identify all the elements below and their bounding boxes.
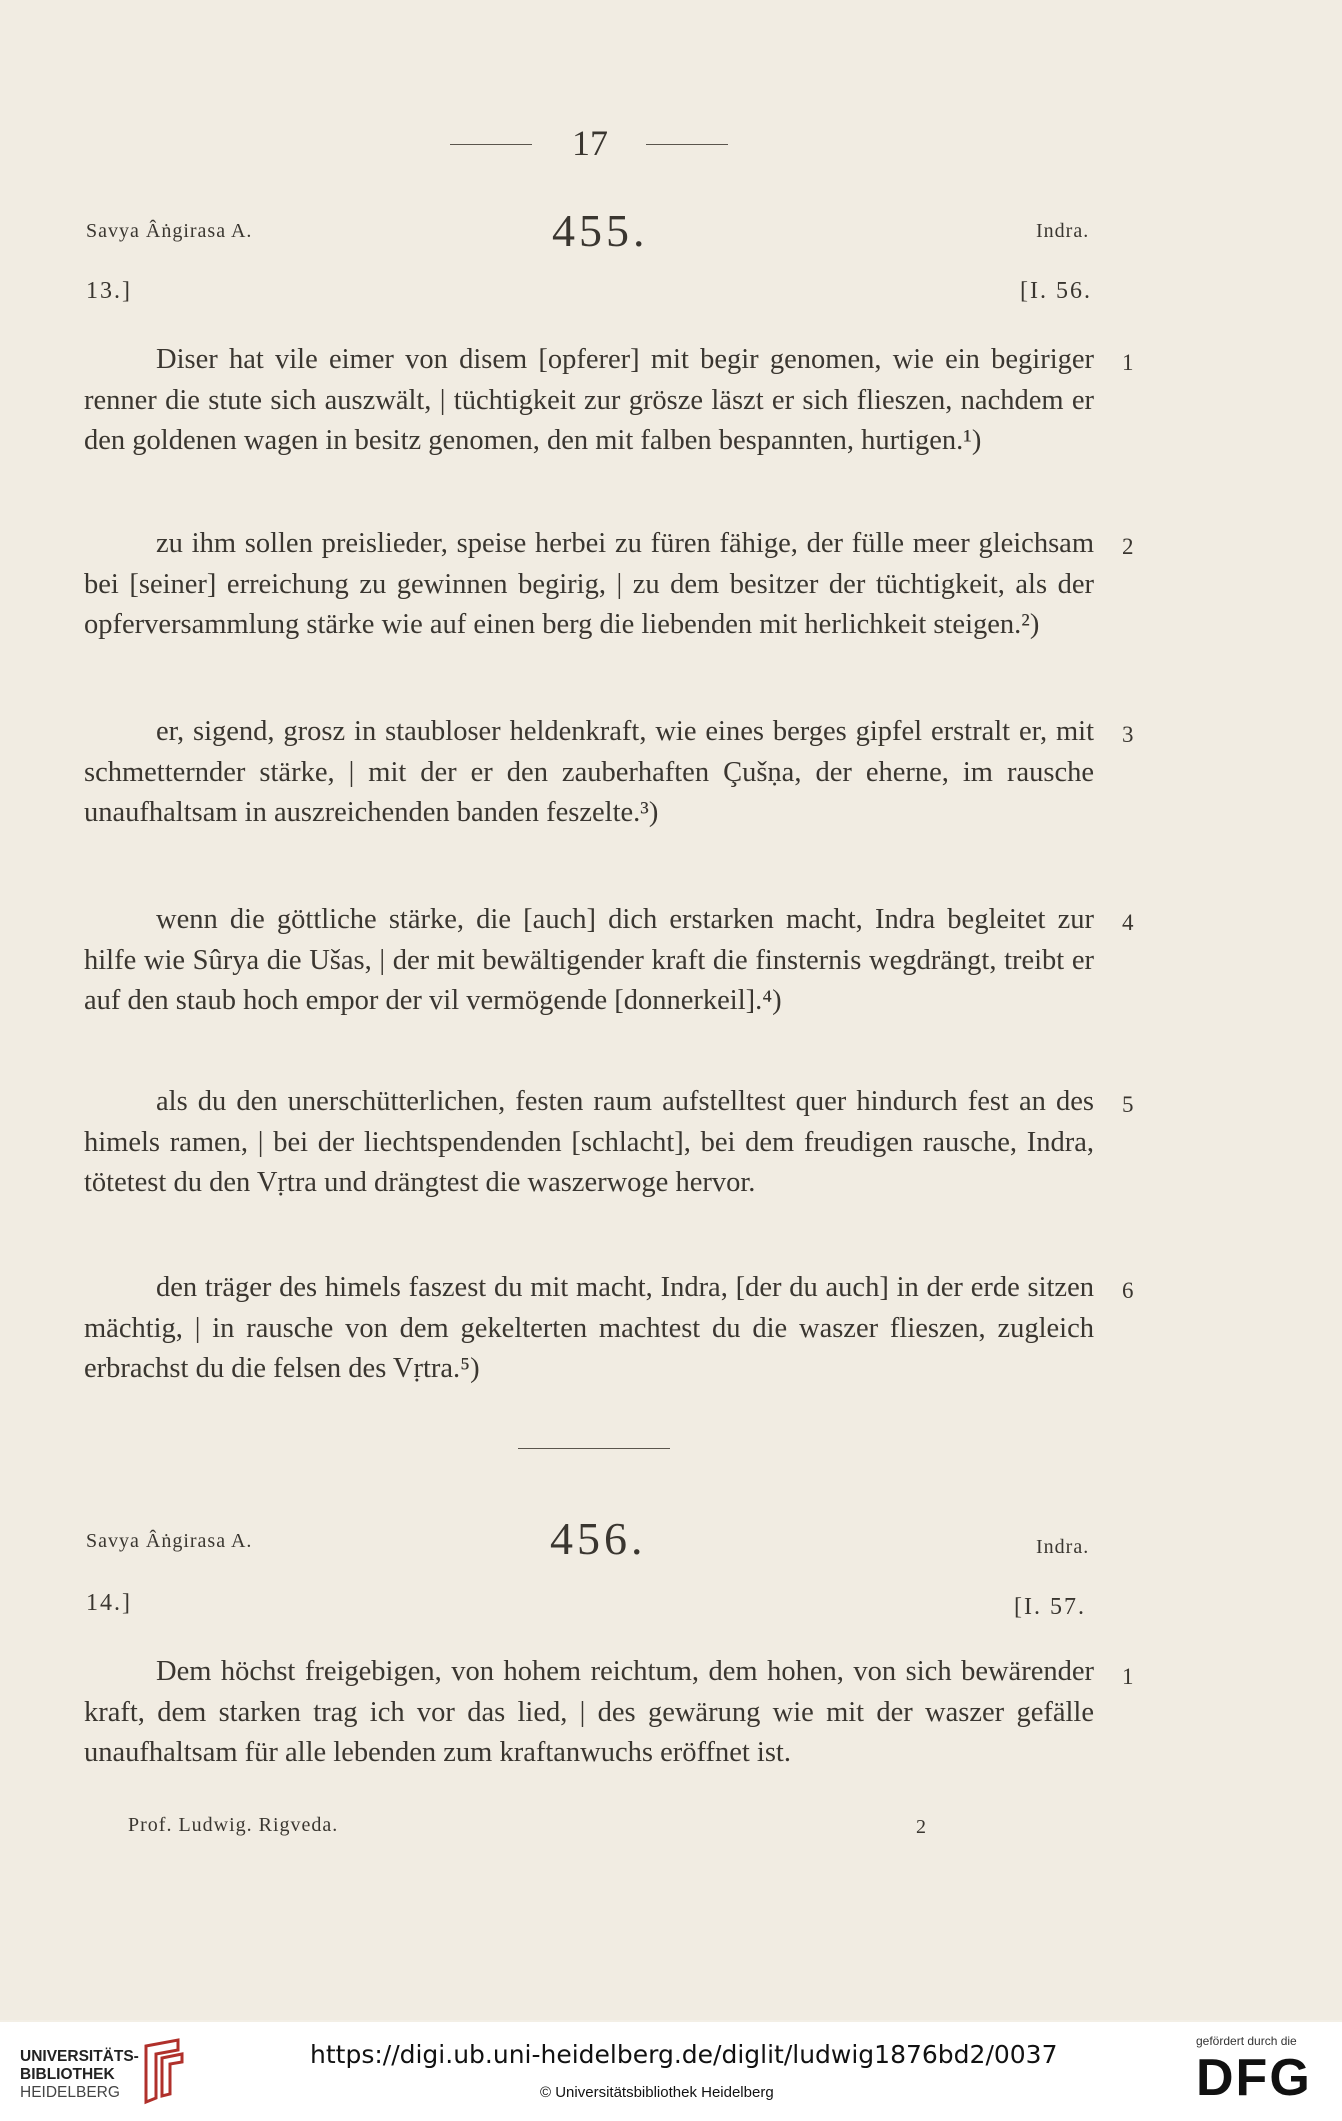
verse-455-2 [84,524,1094,646]
hymn455-ref-left: 13.] [86,278,132,304]
funding-note: gefördert durch die [1196,2034,1297,2048]
permalink-url[interactable]: https://digi.ub.uni-heidelberg.de/diglit/ludwig1876bd2/0037 [310,2040,1058,2069]
verse-text: er, sigend, grosz in staubloser heldenkraft, wie eines berges gipfel erstralt er, mit schmetternder stärke, | mit der er den zauberhaften Çušṇa, der eherne, im rausche unaufhaltsam in auszreichenden banden feszelte.³) [84,716,1094,828]
verse-number: 1 [1122,1664,1134,1689]
hymn455-deity: Indra. [1036,220,1090,242]
hymn456-author: Savya Âṅgirasa A. [86,1530,253,1552]
verse-455-1 [84,340,1094,462]
signature-mark: 2 [916,1816,927,1838]
header-rule-right [646,144,728,145]
verse-455-6 [84,1268,1094,1390]
verse-text: den träger des himels faszest du mit macht, Indra, [der du auch] in der erde sitzen mächtig, | in rausche von dem gekelterten machtest du die waszer flieszen, zugleich erbrachst du die felsen des Vṛtra.⁵) [84,1272,1094,1384]
page-number: 17 [572,123,608,163]
hymn456-ref-right: [I. 57. [1014,1594,1086,1620]
verse-number: 1 [1122,350,1134,375]
viewer-footer-bar [0,2022,1342,2121]
hymn456-deity: Indra. [1036,1536,1090,1558]
header-rule-left [450,144,532,145]
verse-455-5 [84,1082,1094,1204]
copyright-notice: © Universitätsbibliothek Heidelberg [540,2084,774,2101]
verse-text: wenn die göttliche stärke, die [auch] dich erstarken macht, Indra begleitet zur hilfe wie Sûrya die Ušas, | der mit bewältigender kraft die finsternis wegdrängt, treibt er auf den staub hoch empor der vil vermögende [donnerkeil].⁴) [84,904,1094,1016]
verse-number: 6 [1122,1278,1134,1303]
verse-text: Dem höchst freigebigen, von hohem reichtum, dem hohen, von sich bewärender kraft, dem starken trag ich vor das lied, | des gewärung wie mit der waszer gefälle unaufhaltsam für alle lebenden zum kraftanwuchs eröffnet ist. [84,1656,1094,1768]
dfg-logo[interactable]: DFG [1196,2049,1312,2107]
hymn455-author: Savya Âṅgirasa A. [86,220,253,242]
verse-number: 2 [1122,534,1134,559]
hymn455-number: 455. [552,205,649,256]
verse-number: 5 [1122,1092,1134,1117]
hymn456-number: 456. [550,1513,647,1564]
footer-author: Prof. Ludwig. Rigveda. [128,1814,339,1836]
verse-number: 4 [1122,910,1134,935]
verse-text: zu ihm sollen preislieder, speise herbei zu füren fähige, der fülle meer gleichsam bei [seiner] erreichung zu gewinnen begirig, | zu dem besitzer der tüchtigkeit, als der opferversammlung stärke wie auf einen berg die liebenden mit herlichkeit steigen.²) [84,528,1094,640]
verse-text: als du den unerschütterlichen, festen raum aufstelltest quer hindurch fest an des himels ramen, | bei der liechtspendenden [schlacht], bei dem freudigen rausche, Indra, tötetest du den Vṛtra und drängtest die waszerwoge hervor. [84,1086,1094,1198]
verse-455-3 [84,712,1094,834]
library-name-line1: UNIVERSITÄTS- [20,2048,139,2065]
hymn456-ref-left: 14.] [86,1590,132,1616]
library-name-line2: BIBLIOTHEK [20,2066,115,2083]
verse-number: 3 [1122,722,1134,747]
hymn455-ref-right: [I. 56. [1020,278,1092,304]
verse-456-1 [84,1652,1094,1774]
library-logo[interactable] [20,2048,139,2102]
verse-text: Diser hat vile eimer von disem [opferer] mit begir genomen, wie ein begiriger renner die stute sich auszwält, | tüchtigkeit zur grösze läszt er sich flieszen, nachdem er den goldenen wagen in besitz genomen, den mit falben bespannten, hurtigen.¹) [84,344,1094,456]
library-emblem-icon [140,2036,186,2106]
hymn-separator [518,1448,670,1449]
verse-455-4 [84,900,1094,1022]
library-name-line3: HEIDELBERG [20,2084,120,2101]
